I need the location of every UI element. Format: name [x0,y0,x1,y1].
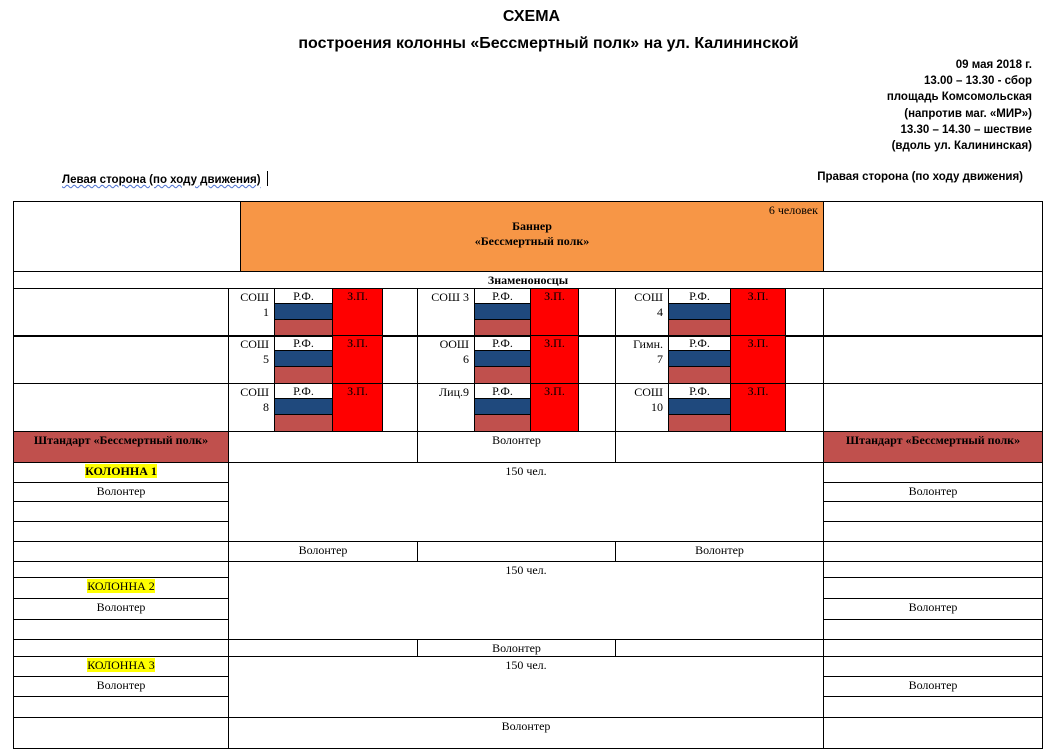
flag-row-3-group-1-rf-flag-blue [274,398,333,415]
flag-row-2-left-cell [13,335,229,384]
column-2-right-empty-3 [823,639,1043,657]
info-march-time: 13.30 – 14.30 – шествие [900,123,1032,136]
left-side-label: Левая сторона (по ходу движения) [62,171,268,186]
column-2-label: КОЛОННА 2 [87,579,155,593]
flag-row-2-group-1-school-name: СОШ [240,337,269,351]
page-title: СХЕМА [502,8,561,25]
column-3-right-volunteer: Волонтер [908,678,958,692]
flag-row-3-group-3-rf-flag-red [668,414,731,432]
flag-row-2-group-3-school-name: Гимн. [633,337,663,351]
flag-row-1-group-2-rf-flag-blue [474,303,531,320]
flag-row-3-group-2-zp-label: З.П. [544,384,565,398]
column-3-right-empty-0 [823,656,1043,677]
flag-row-3-group-2-rf-flag-red [474,414,531,432]
flag-row-1-right-cell [823,288,1043,337]
banner-left-cell [13,201,241,272]
flag-row-3-group-1-rf-label: Р.Ф. [293,384,314,398]
column-1-right-empty-2 [823,521,1043,542]
info-gathering-landmark: (напротив маг. «МИР») [904,107,1032,120]
column-3-left-empty-2 [13,717,229,749]
flag-row-3-left-cell [13,383,229,432]
flag-row-1-group-2-gap-cell [578,288,616,337]
flag-row-3-group-1-rf-flag-red [274,414,333,432]
info-gathering-place: площадь Комсомольская [886,91,1032,104]
flag-row-1-group-3-gap-cell [785,288,824,337]
flag-row-3-group-3-school-name: СОШ [634,385,663,399]
flag-row-3-right-cell [823,383,1043,432]
flag-row-3-group-3-school-number: 10 [651,400,663,414]
flag-row-2-group-3-gap-cell [785,335,824,384]
column-2-empty-cell-2 [615,639,824,657]
flag-row-1-group-2-school-name: СОШ 3 [431,290,469,304]
flag-row-1-group-1-zp-label: З.П. [347,289,368,303]
flag-row-2-group-1-school-number: 5 [263,352,269,366]
column-1-left-volunteer: Волонтер [96,484,146,498]
info-gathering-time: 13.00 – 13.30 - сбор [924,75,1032,88]
flag-row-3-group-2-rf-label: Р.Ф. [492,384,513,398]
banner-title: Баннер [512,219,552,233]
flag-row-3-group-1-school-number: 8 [263,400,269,414]
banner-right-cell [823,201,1043,272]
flag-row-2-group-3-rf-label: Р.Ф. [689,336,710,350]
flag-row-1-group-2-rf-label: Р.Ф. [492,289,513,303]
column-2-right-empty-1 [823,577,1043,599]
flag-row-3-group-2-gap-cell [578,383,616,432]
flag-row-1-group-1-school-name: СОШ [240,290,269,304]
page-subtitle: построения колонны «Бессмертный полк» на ул. Калининской [298,35,799,52]
flag-row-1-group-3-school-name: СОШ [634,290,663,304]
flag-row-1-group-3-rf-label: Р.Ф. [689,289,710,303]
column-1-left-empty-3 [13,541,229,562]
flag-row-3-group-3-rf-label: Р.Ф. [689,384,710,398]
column-2-left-empty-0 [13,561,229,578]
flag-row-1-group-1-school-number: 1 [263,305,269,319]
flag-row-3-group-2-school-name: Лиц.9 [439,385,469,399]
flag-row-1-group-3-rf-flag-blue [668,303,731,320]
flag-row-2-group-2-gap-cell [578,335,616,384]
flag-row-2-group-1-gap-cell [382,335,418,384]
column-1-right-empty-0 [823,462,1043,483]
column-3-label: КОЛОННА 3 [87,658,155,672]
column-1-right-empty-1 [823,501,1043,522]
column-3-right-empty-1 [823,696,1043,718]
column-1-volunteer-1: Волонтер [298,543,348,557]
column-2-empty-cell-1 [228,639,418,657]
column-3-count: 150 чел. [505,658,547,672]
flag-row-2-group-1-rf-flag-red [274,366,333,384]
flag-row-2-group-2-rf-flag-blue [474,350,531,367]
column-2-right-empty-2 [823,619,1043,640]
flag-row-2-group-2-zp-label: З.П. [544,336,565,350]
flag-row-3-group-1-gap-cell [382,383,418,432]
flag-row-2-right-cell [823,335,1043,384]
column-1-empty-middle-cell [417,541,616,562]
flag-row-2-group-1-rf-label: Р.Ф. [293,336,314,350]
standard-volunteer: Волонтер [492,433,541,447]
banner-name: «Бессмертный полк» [474,234,590,248]
flag-row-1-group-1-gap-cell [382,288,418,337]
column-1-volunteer-2: Волонтер [695,543,744,557]
flag-row-2-group-2-rf-flag-red [474,366,531,384]
flagbearers-label: Знаменоносцы [487,273,569,287]
flag-row-2-group-2-rf-label: Р.Ф. [492,336,513,350]
flag-row-2-group-3-school-number: 7 [657,352,663,366]
flag-row-1-group-3-school-number: 4 [657,305,663,319]
flag-row-2-group-2-school-name: ООШ [439,337,469,351]
flag-row-1-left-cell [13,288,229,337]
flag-row-3-group-1-school-name: СОШ [240,385,269,399]
flag-row-1-group-2-zp-label: З.П. [544,289,565,303]
right-side-label: Правая сторона (по ходу движения) [817,171,1023,183]
column-3-left-volunteer: Волонтер [96,678,146,692]
flag-row-2-group-3-rf-flag-red [668,366,731,384]
flag-row-3-group-3-zp-label: З.П. [747,384,769,398]
column-2-volunteer: Волонтер [492,641,541,655]
info-date: 09 мая 2018 г. [955,59,1032,71]
flag-row-3-group-3-rf-flag-blue [668,398,731,415]
flag-row-2-group-1-rf-flag-blue [274,350,333,367]
column-1-right-empty-3 [823,541,1043,562]
flag-row-3-group-1-zp-label: З.П. [347,384,368,398]
column-2-count: 150 чел. [505,563,547,577]
info-march-route: (вдоль ул. Калининская) [891,140,1032,153]
column-1-left-empty-2 [13,521,229,542]
column-1-left-empty-1 [13,501,229,522]
column-3-left-empty-1 [13,696,229,718]
column-1-label: КОЛОННА 1 [85,464,157,478]
banner-count: 6 человек [768,203,818,217]
column-1-right-volunteer: Волонтер [908,484,958,498]
column-2-right-empty-0 [823,561,1043,578]
flag-row-3-group-3-gap-cell [785,383,824,432]
standard-right-label: Штандарт «Бессмертный полк» [845,433,1021,447]
column-3-volunteer: Волонтер [501,719,551,733]
standard-gap-cell-2 [615,431,824,463]
flag-row-2-group-2-school-number: 6 [463,352,469,366]
standard-gap-cell-1 [228,431,418,463]
flag-row-2-group-3-zp-label: З.П. [747,336,769,350]
column-2-right-volunteer: Волонтер [908,600,958,614]
column-1-count: 150 чел. [505,464,547,478]
standard-left-label: Штандарт «Бессмертный полк» [33,433,209,447]
column-2-left-volunteer: Волонтер [96,600,146,614]
flag-row-1-group-3-zp-label: З.П. [747,289,769,303]
flag-row-3-group-2-rf-flag-blue [474,398,531,415]
flag-row-2-group-3-rf-flag-blue [668,350,731,367]
flag-row-1-group-1-rf-label: Р.Ф. [293,289,314,303]
column-2-left-empty-2 [13,639,229,657]
column-3-right-empty-2 [823,717,1043,749]
column-2-left-empty-1 [13,619,229,640]
flag-row-1-group-1-rf-flag-blue [274,303,333,320]
flag-row-2-group-1-zp-label: З.П. [347,336,368,350]
